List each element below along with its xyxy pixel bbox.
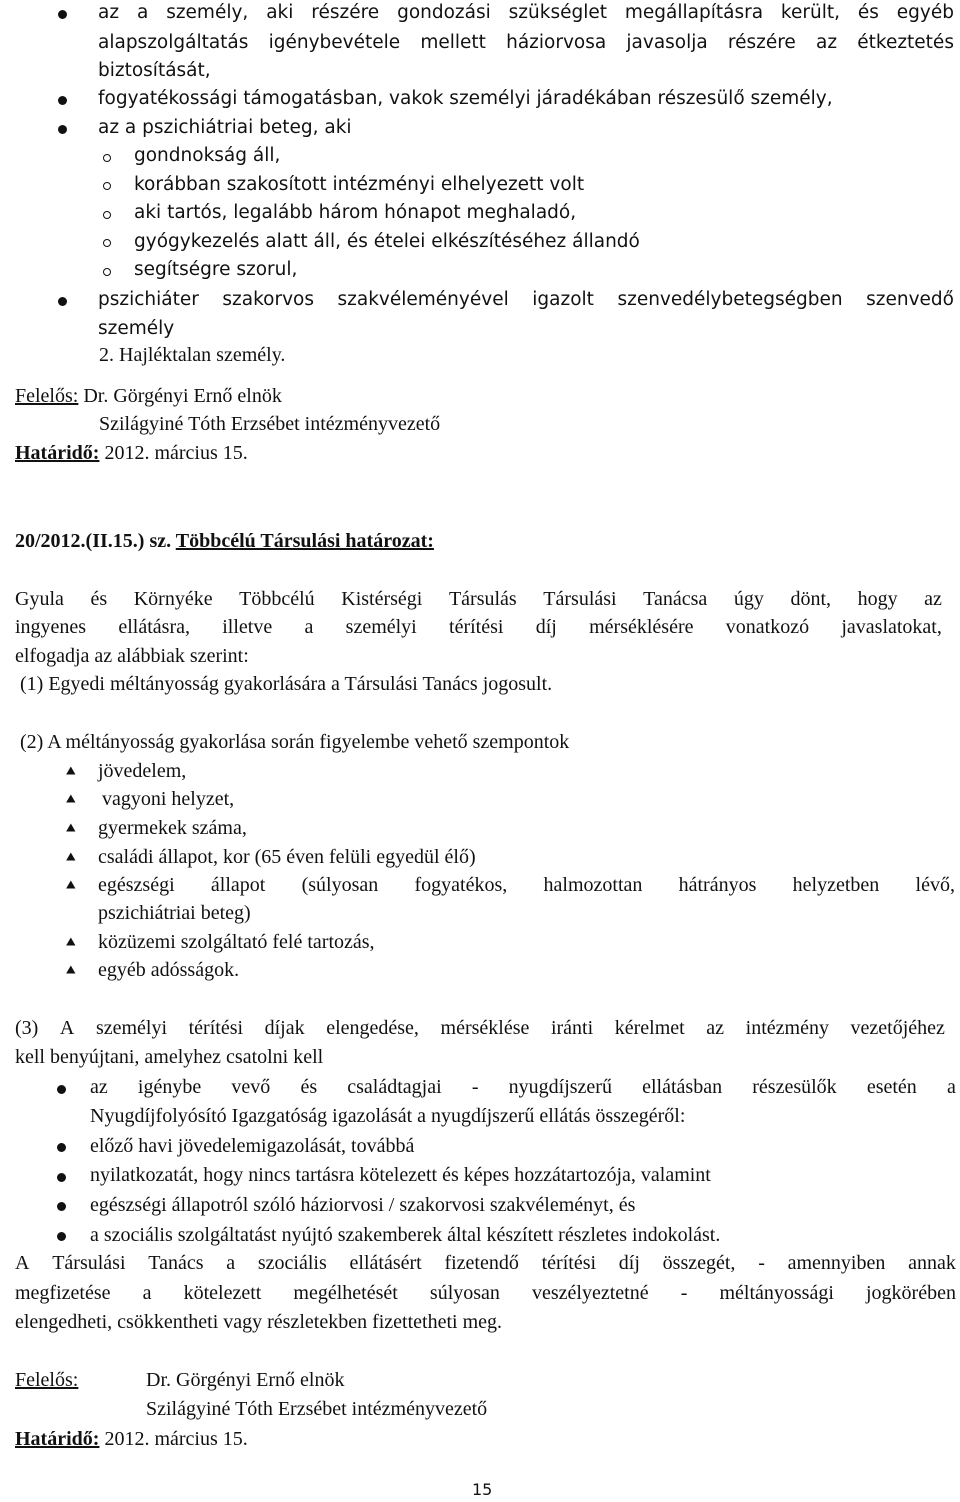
responsible-name: Dr. Görgényi Ernő elnök xyxy=(83,385,282,407)
point-3 xyxy=(15,1017,945,1040)
word: igénybevétele xyxy=(268,32,401,53)
responsible-label: Felelős: xyxy=(15,385,79,407)
word: - xyxy=(680,1282,688,1304)
word: javaslatokat, xyxy=(841,616,942,638)
word: térítési xyxy=(449,616,504,638)
word: ingyenes xyxy=(15,616,87,638)
word: (súlyosan xyxy=(301,874,379,896)
bullet-icon xyxy=(57,1202,66,1211)
word: hogy xyxy=(857,588,898,610)
word: az xyxy=(816,32,838,53)
sub-list-item: korábban szakosított intézményi elhelyezett volt xyxy=(134,174,585,195)
circle-bullet-icon xyxy=(103,268,111,276)
word: pszichiáter xyxy=(98,289,199,310)
deadline-value: 2012. március 15. xyxy=(104,1428,248,1450)
word: részesülők xyxy=(752,1076,837,1098)
word: amennyiben xyxy=(787,1252,886,1274)
word: - xyxy=(758,1252,765,1274)
deadline-row xyxy=(15,1428,248,1451)
word: Társulási xyxy=(52,1252,126,1274)
deadline-label: Határidő: xyxy=(15,1428,100,1450)
word: étkeztetés xyxy=(857,32,954,53)
word: Társulási xyxy=(543,588,617,610)
word: hátrányos xyxy=(678,874,757,896)
word: egyéb xyxy=(896,2,954,23)
word: fogyatékos, xyxy=(414,874,508,896)
circle-bullet-icon xyxy=(103,239,111,247)
word: a xyxy=(136,2,149,23)
deadline-value: 2012. március 15. xyxy=(104,442,248,464)
word: súlyosan xyxy=(429,1282,500,1304)
word: kérelmet xyxy=(614,1017,685,1039)
bullet-icon xyxy=(57,1085,66,1094)
closing-line xyxy=(15,1282,956,1305)
intro-line xyxy=(15,588,942,611)
word: megélhetését xyxy=(293,1282,398,1304)
list-item-continuation: személy xyxy=(98,318,175,339)
word: iránti xyxy=(550,1017,594,1039)
caret-bullet-icon: ⯅ xyxy=(64,790,78,810)
sub-list-item: segítségre szorul, xyxy=(134,259,298,280)
caret-bullet-icon: ⯅ xyxy=(64,848,78,868)
sub-list-item: aki tartós, legalább három hónapot meghaladó, xyxy=(134,202,577,223)
point-2: (2) A méltányosság gyakorlása során figyelembe vehető szempontok xyxy=(20,731,570,753)
responsible-label: Felelős: xyxy=(15,1369,79,1391)
responsible-name: Dr. Görgényi Ernő elnök xyxy=(146,1369,345,1391)
word: és xyxy=(90,588,108,610)
deadline-row xyxy=(15,442,248,465)
word: személyi xyxy=(95,1017,168,1039)
word: vezetőjéhez xyxy=(850,1017,945,1039)
point-3-continuation: kell benyújtani, amelyhez csatolni kell xyxy=(15,1046,324,1068)
word: az xyxy=(90,1076,108,1098)
attachment-item: előző havi jövedelemigazolását, továbbá xyxy=(90,1135,415,1157)
word: és xyxy=(857,2,879,23)
closing-line xyxy=(15,1252,956,1275)
bullet-icon xyxy=(57,1173,66,1182)
word: az xyxy=(924,588,942,610)
numbered-item: 2. Hajléktalan személy. xyxy=(99,344,286,366)
word: vonatkozó xyxy=(725,616,810,638)
word: illetve xyxy=(222,616,273,638)
word: Kistérségi xyxy=(341,588,423,610)
criteria-item xyxy=(98,874,955,897)
criteria-item: jövedelem, xyxy=(98,760,187,782)
word: szakvéleményével xyxy=(337,289,509,310)
bullet-icon xyxy=(57,1232,66,1241)
word: vevő xyxy=(231,1076,271,1098)
criteria-item: vagyoni helyzet, xyxy=(102,788,235,810)
attachment-item: egészségi állapotról szóló háziorvosi / szakorvosi szakvéleményt, és xyxy=(90,1194,636,1216)
attachment-continuation: Nyugdíjfolyósító Igazgatóság igazolását a nyugdíjszerű ellátás összegéről: xyxy=(90,1105,686,1127)
word: méltányossági xyxy=(719,1282,834,1304)
word: Gyula xyxy=(15,588,64,610)
word: annak xyxy=(908,1252,956,1274)
word: jogkörében xyxy=(865,1282,956,1304)
word: intézmény xyxy=(745,1017,829,1039)
word: családtagjai xyxy=(347,1076,442,1098)
word: díj xyxy=(535,616,557,638)
word: alapszolgáltatás xyxy=(98,32,249,53)
closing-line: elengedheti, csökkentheti vagy részletekben fizettetheti meg. xyxy=(15,1311,503,1333)
word: a xyxy=(304,616,314,638)
bullet-icon xyxy=(58,96,67,105)
word: a xyxy=(946,1076,956,1098)
point-1: (1) Egyedi méltányosság gyakorlására a Társulási Tanács jogosult. xyxy=(20,673,553,695)
word: úgy xyxy=(733,588,764,610)
list-item: fogyatékossági támogatásban, vakok személyi járadékában részesülő személy, xyxy=(98,88,833,109)
word: A xyxy=(59,1017,75,1039)
word: ellátásban xyxy=(642,1076,723,1098)
caret-bullet-icon: ⯅ xyxy=(64,819,78,839)
bullet-icon xyxy=(58,10,67,19)
word: mérséklése xyxy=(440,1017,530,1039)
list-item-continuation: biztosítását, xyxy=(98,60,211,81)
word: és xyxy=(300,1076,318,1098)
word: szakorvos xyxy=(222,289,314,310)
word: fizetendő xyxy=(444,1252,519,1274)
word: megállapításra xyxy=(624,2,764,23)
word: A xyxy=(15,1252,30,1274)
word: egészségi xyxy=(98,874,175,896)
caret-bullet-icon: ⯅ xyxy=(64,762,78,782)
criteria-item: közüzemi szolgáltató felé tartozás, xyxy=(98,931,375,953)
word: díj xyxy=(618,1252,640,1274)
word: állapot xyxy=(210,874,266,896)
word: a xyxy=(226,1252,236,1274)
word: gondozási xyxy=(397,2,491,23)
resolution-title: Többcélú Társulási határozat: xyxy=(175,530,434,552)
word: aki xyxy=(266,2,294,23)
responsible-name-2: Szilágyiné Tóth Erzsébet intézményvezető xyxy=(99,413,441,435)
word: megfizetése xyxy=(15,1282,111,1304)
caret-bullet-icon: ⯅ xyxy=(64,876,78,896)
word: összegét, xyxy=(662,1252,736,1274)
word: szociális xyxy=(257,1252,327,1274)
deadline-label: Határidő: xyxy=(15,442,100,464)
resolution-heading xyxy=(15,530,434,553)
responsible-row xyxy=(15,385,282,408)
word: - xyxy=(471,1076,479,1098)
criteria-continuation: pszichiátriai beteg) xyxy=(98,902,251,924)
bullet-icon xyxy=(58,125,67,134)
word: a xyxy=(142,1282,152,1304)
caret-bullet-icon: ⯅ xyxy=(64,961,78,981)
criteria-item: gyermekek száma, xyxy=(98,817,247,839)
word: személyi xyxy=(345,616,417,638)
intro-line xyxy=(15,616,942,639)
word: (3) xyxy=(15,1017,39,1039)
responsible-name-2: Szilágyiné Tóth Erzsébet intézményvezető xyxy=(146,1398,488,1420)
word: kötelezett xyxy=(183,1282,262,1304)
word: Tanács xyxy=(148,1252,204,1274)
word: részére xyxy=(311,2,380,23)
word: személy, xyxy=(166,2,249,23)
list-item xyxy=(98,289,954,310)
word: az xyxy=(98,2,120,23)
word: helyzetben xyxy=(792,874,880,896)
word: részére xyxy=(727,32,796,53)
sub-list-item: gondnokság áll, xyxy=(134,145,281,166)
word: lévő, xyxy=(915,874,955,896)
list-item: az a pszichiátriai beteg, aki xyxy=(98,117,352,138)
criteria-item: családi állapot, kor (65 éven felüli egyedül élő) xyxy=(98,846,476,868)
page-number: 15 xyxy=(472,1480,493,1499)
word: halmozottan xyxy=(543,874,643,896)
word: igazolt xyxy=(532,289,594,310)
word: igénybe xyxy=(137,1076,202,1098)
word: dönt, xyxy=(790,588,832,610)
intro-line: elfogadja az alábbiak szerint: xyxy=(15,645,249,667)
word: került, xyxy=(780,2,840,23)
word: háziorvosa xyxy=(506,32,607,53)
attachment-item: a szociális szolgáltatást nyújtó szakemberek által készített részletes indokolást. xyxy=(90,1224,721,1246)
caret-bullet-icon: ⯅ xyxy=(64,933,78,953)
word: ellátásra, xyxy=(118,616,190,638)
word: díjak xyxy=(264,1017,305,1039)
circle-bullet-icon xyxy=(103,154,111,162)
word: térítési xyxy=(188,1017,244,1039)
word: mellett xyxy=(420,32,486,53)
bullet-icon xyxy=(57,1143,66,1152)
word: nyugdíjszerű xyxy=(508,1076,612,1098)
word: javasolja xyxy=(626,32,708,53)
word: veszélyeztetné xyxy=(532,1282,649,1304)
responsible-row xyxy=(15,1369,78,1392)
criteria-item: egyéb adósságok. xyxy=(98,959,240,981)
list-item-continuation xyxy=(98,32,954,53)
sub-list-item: gyógykezelés alatt áll, és ételei elkészítéséhez állandó xyxy=(134,231,640,252)
word: Többcélú xyxy=(239,588,315,610)
bullet-icon xyxy=(58,297,67,306)
word: elengedése, xyxy=(326,1017,419,1039)
attachment-item xyxy=(90,1076,956,1099)
word: szükséglet xyxy=(508,2,607,23)
list-item xyxy=(98,2,954,23)
word: szenvedő xyxy=(866,289,954,310)
word: az xyxy=(706,1017,725,1039)
circle-bullet-icon xyxy=(103,182,111,190)
word: Tanácsa xyxy=(643,588,708,610)
word: ellátásért xyxy=(349,1252,422,1274)
word: esetén xyxy=(866,1076,917,1098)
word: Környéke xyxy=(133,588,213,610)
resolution-number: 20/2012.(II.15.) sz. xyxy=(15,530,172,552)
attachment-item: nyilatkozatát, hogy nincs tartásra kötelezett és képes hozzátartozója, valamint xyxy=(90,1164,711,1186)
word: szenvedélybetegségben xyxy=(617,289,843,310)
word: Társulás xyxy=(448,588,517,610)
circle-bullet-icon xyxy=(103,211,111,219)
word: mérséklésére xyxy=(589,616,694,638)
word: térítési xyxy=(541,1252,597,1274)
